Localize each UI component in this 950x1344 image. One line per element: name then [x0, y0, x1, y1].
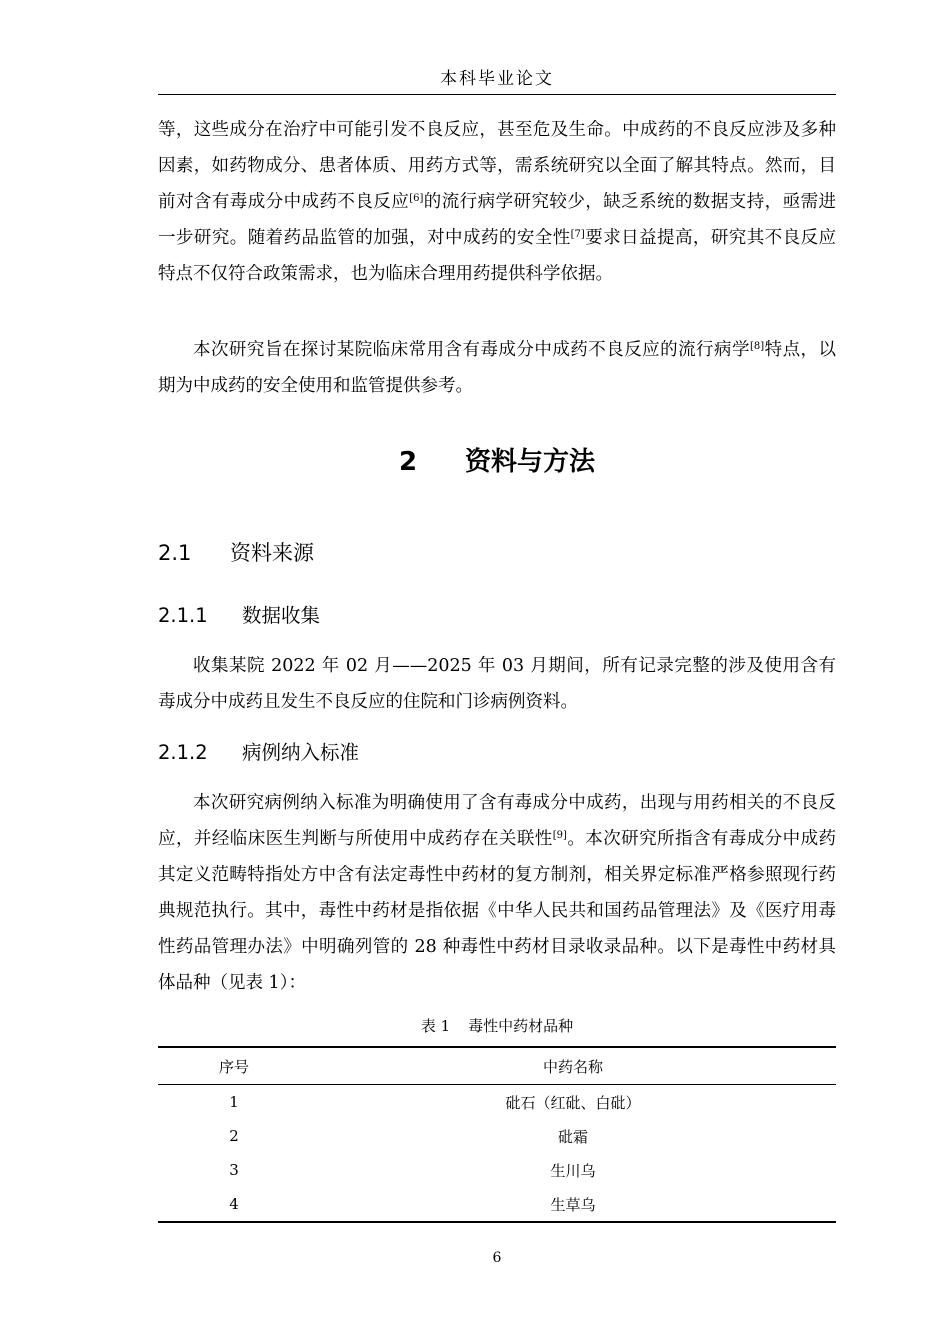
table-cell-index: 3 — [229, 1161, 239, 1179]
subsection-heading-2-1-1 — [158, 601, 320, 631]
citation-7: [7] — [570, 229, 585, 240]
intro-text-2a: 本次研究旨在探讨某院临床常用含有毒成分中成药不良反应的流行病学 — [193, 340, 750, 360]
citation-9: [9] — [552, 830, 567, 841]
intro-paragraph-2 — [158, 332, 836, 404]
table-cell-name: 生川乌 — [550, 1161, 596, 1180]
section-number: 2.1 — [158, 541, 192, 565]
column-header-index: 序号 — [218, 1057, 249, 1076]
table-caption-title: 毒性中药材品种 — [468, 1017, 574, 1035]
chapter-title: 资料与方法 — [465, 447, 596, 477]
section-heading-2-1 — [158, 538, 314, 568]
table-cell-index: 4 — [229, 1195, 239, 1213]
section-title: 资料来源 — [230, 541, 314, 565]
table-caption — [158, 1014, 836, 1038]
data-collection-paragraph: 收集某院 2022 年 02 月——2025 年 03 月期间，所有记录完整的涉及使用含有毒成分中成药且发生不良反应的住院和门诊病例资料。 — [158, 656, 836, 712]
intro-text-2b: 特点，以期为中成药的安全使用和监管提供参考。 — [158, 340, 837, 396]
intro-paragraph-1 — [158, 112, 836, 292]
table-row — [158, 1153, 836, 1187]
table-header-row — [158, 1047, 836, 1085]
subsection-number: 2.1.2 — [158, 741, 208, 764]
inclusion-criteria-paragraph — [158, 785, 836, 1001]
table-cell-index: 2 — [229, 1127, 239, 1145]
subsection-title: 数据收集 — [242, 604, 321, 627]
table-cell-index: 1 — [229, 1093, 239, 1111]
column-header-name: 中药名称 — [542, 1057, 603, 1076]
table-cell-name: 生草乌 — [550, 1195, 596, 1214]
citation-6: [6] — [409, 193, 424, 204]
subsection-number: 2.1.1 — [158, 604, 208, 627]
subsection-heading-2-1-2 — [158, 738, 359, 768]
chapter-number: 2 — [398, 447, 418, 477]
table-row — [158, 1187, 836, 1222]
inclusion-text-b: 。本次研究所指含有毒成分中成药其定义范畴特指处方中含有法定毒性中药材的复方制剂，相关界定标准严格参照现行药典规范执行。其中，毒性中药材是指依据《中华人民共和国药品管理法》及《医疗用毒性药品管理办法》中明确列管的 28 种毒性中药材目录收录品种。以下是毒性中药材具体品种（见表 1）： — [158, 829, 837, 993]
table-cell-name: 砒石（红砒、白砒） — [505, 1093, 641, 1112]
intro-text-1a: 等，这些成分在治疗中可能引发不良反应，甚至危及生命。中成药的不良反应涉及多种因素，如药物成分、患者体质、用药方式等，需系统研究以全面了解其特点。然而，目前对含有毒成分中成药不良反应 — [158, 120, 836, 212]
page-number: 6 — [492, 1250, 502, 1266]
inclusion-text-a: 本次研究病例纳入标准为明确使用了含有毒成分中成药，出现与用药相关的不良反应，并经临床医生判断与所使用中成药存在关联性 — [158, 793, 836, 849]
intro-text-1b: 的流行病学研究较少，缺乏系统的数据支持，亟需进一步研究。随着药品监管的加强，对中成药的安全性 — [158, 192, 837, 248]
table-row — [158, 1119, 836, 1153]
table-cell-name: 砒霜 — [557, 1127, 588, 1146]
intro-text-1c: 要求日益提高，研究其不良反应特点不仅符合政策需求，也为临床合理用药提供科学依据。 — [158, 228, 837, 284]
table-caption-number: 表 1 — [420, 1017, 451, 1035]
table-row — [158, 1085, 836, 1120]
subsection-title: 病例纳入标准 — [242, 741, 360, 764]
toxic-herbs-table — [158, 1046, 836, 1223]
citation-8: [8] — [749, 341, 765, 352]
chapter-heading — [158, 444, 836, 480]
page-header: 本科毕业论文 — [158, 64, 836, 95]
